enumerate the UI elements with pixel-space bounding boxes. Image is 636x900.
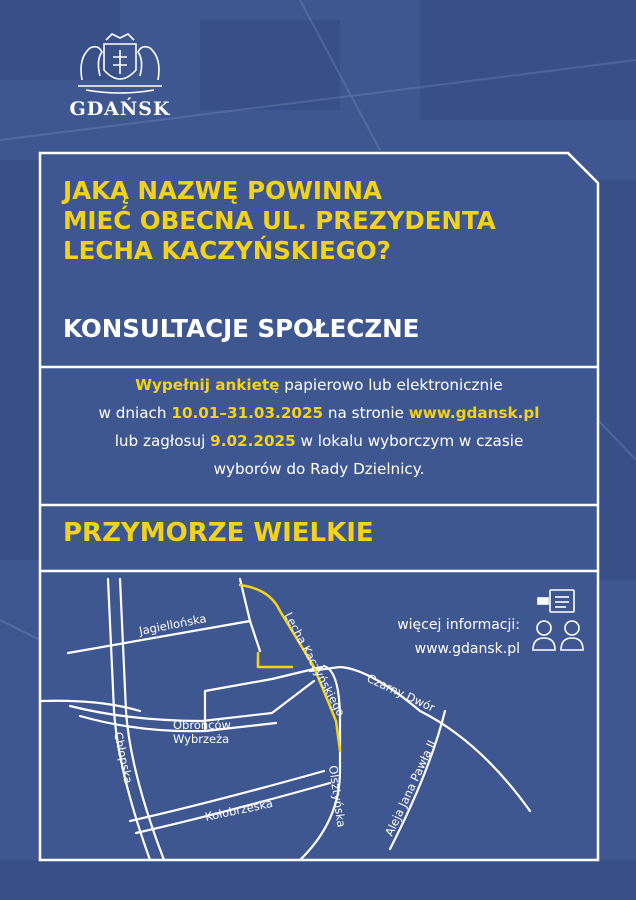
street-label-olsztynska: Olsztyńska — [326, 764, 349, 829]
headline-subtitle: KONSULTACJE SPOŁECZNE — [63, 314, 420, 343]
street-label-wybrzeza: Wybrzeża — [173, 732, 230, 746]
street-label-kaczynskiego: Lecha Kaczyńskiego — [281, 609, 349, 719]
chat-icon — [538, 590, 574, 612]
info-text-part: papierowo lub elektronicznie — [279, 376, 503, 394]
street-label-jana-pawla: Aleja Jana Pawła II — [382, 738, 439, 839]
gdansk-logo — [60, 30, 180, 126]
district-name: PRZYMORZE WIELKIE — [63, 518, 374, 548]
info-text-part: lub zagłosuj — [114, 432, 211, 450]
info-vote-date: 9.02.2025 — [210, 432, 296, 450]
contact-icons — [530, 588, 590, 658]
street-label-obroncow: Obrońców — [173, 718, 231, 732]
info-highlight: Wypełnij ankietę — [135, 376, 280, 394]
info-text-part: w dniach — [98, 404, 172, 422]
headline-line: MIEĆ OBECNA UL. PREZYDENTA — [63, 206, 496, 235]
info-dates: 10.01–31.03.2025 — [171, 404, 324, 422]
street-label-kolobrzeska: Kołobrzeska — [203, 795, 275, 824]
info-line — [40, 399, 598, 427]
info-text-part: na stronie — [323, 404, 409, 422]
info-website-link[interactable]: www.gdansk.pl — [408, 404, 540, 422]
info-line — [40, 427, 598, 455]
city-crest-icon — [60, 30, 180, 96]
headline-question — [63, 176, 603, 266]
brand-name: GDAŃSK — [69, 98, 171, 120]
more-info — [340, 613, 520, 661]
info-text-part: w lokalu wyborczym w czasie — [295, 432, 524, 450]
street-label-chlopska: Chłopska — [111, 730, 136, 785]
info-line — [40, 371, 598, 399]
street-label-jagiellonska: Jagiellońska — [137, 611, 208, 638]
info-line: wyborów do Rady Dzielnicy. — [213, 460, 425, 478]
more-info-label: więcej informacji: — [397, 617, 520, 633]
street-label-czarny-dwor: Czarny Dwór — [364, 671, 438, 715]
info-text — [40, 371, 598, 483]
people-icon — [533, 621, 583, 650]
headline-line: JAKĄ NAZWĘ POWINNA — [63, 176, 382, 205]
more-info-url[interactable]: www.gdansk.pl — [414, 641, 520, 657]
headline-line: LECHA KACZYŃSKIEGO? — [63, 236, 391, 265]
